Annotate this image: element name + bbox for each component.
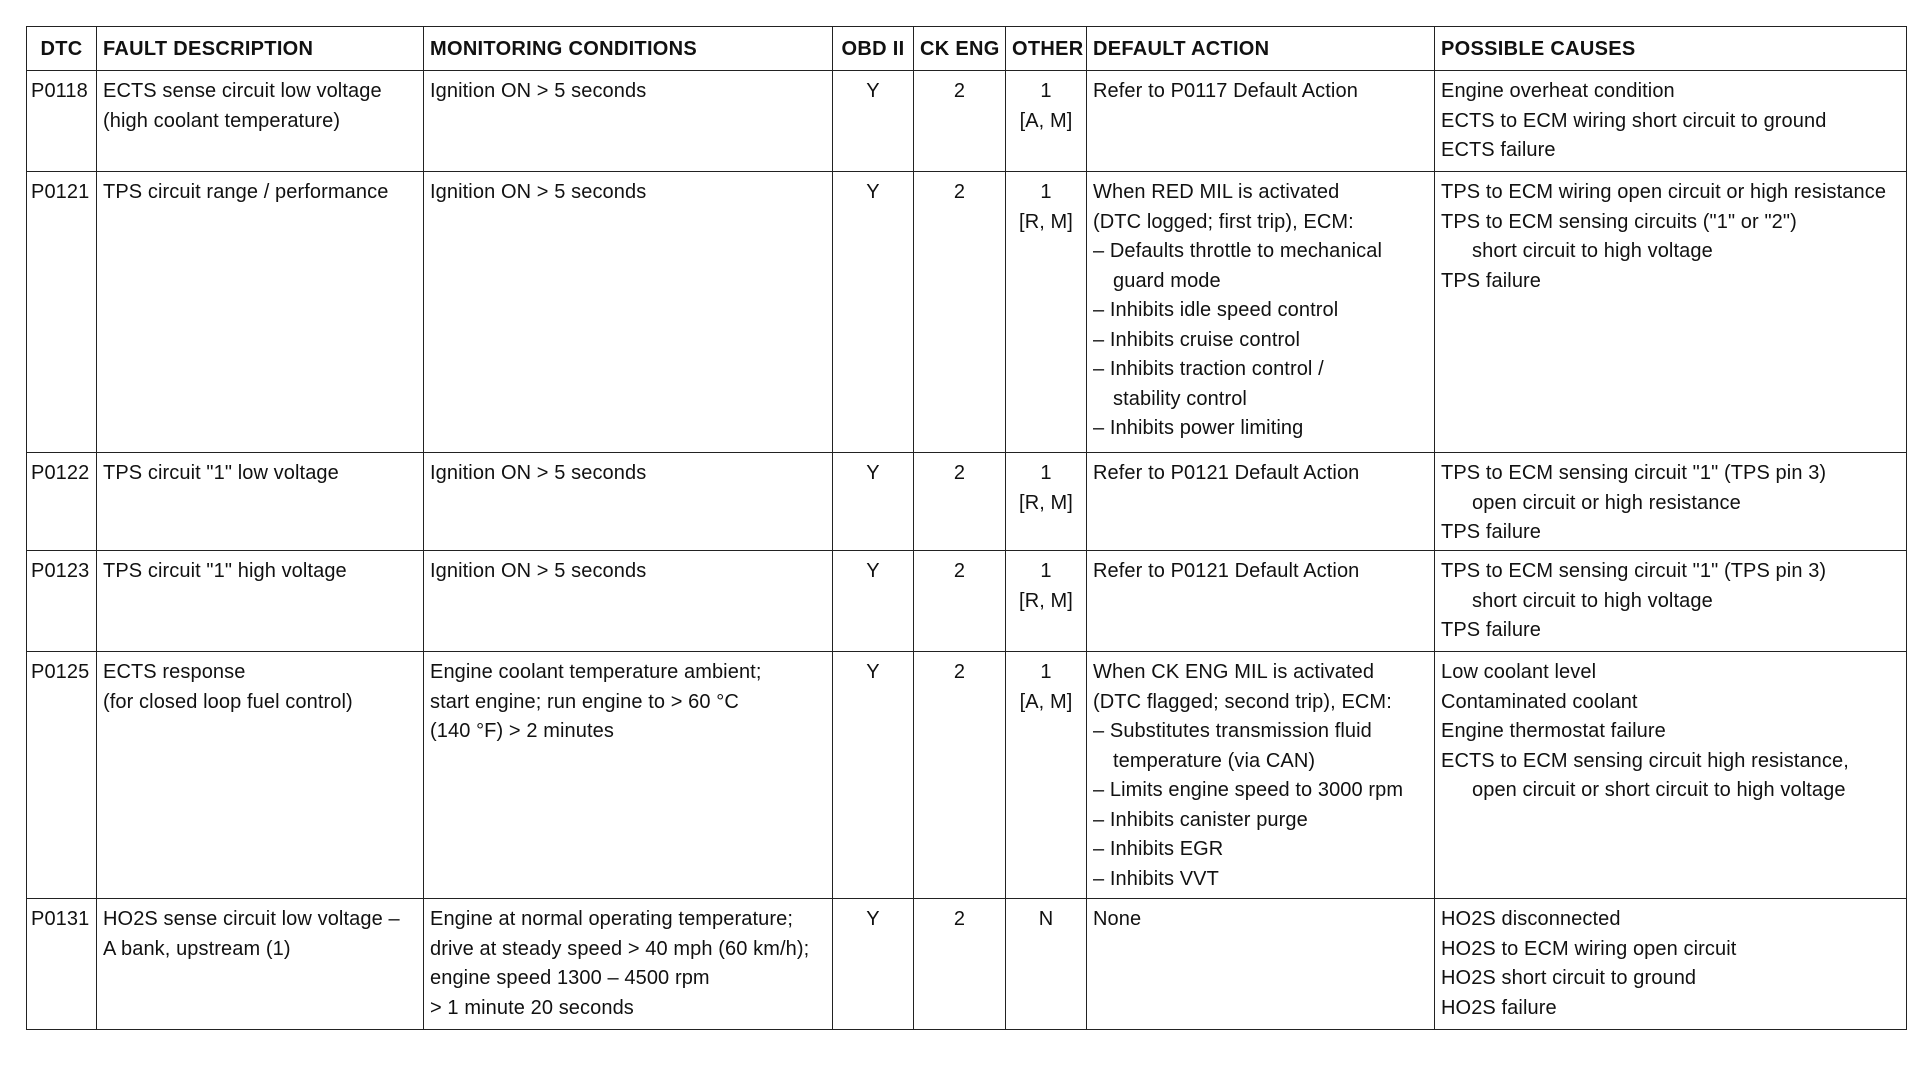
fault-description (97, 453, 424, 551)
possible-causes-line: short circuit to high voltage (1472, 589, 1713, 612)
default-action-line: None (1093, 908, 1142, 930)
header-monitoring-conditions: MONITORING CONDITIONS (424, 27, 833, 71)
obd-ii-value: Y (833, 453, 914, 551)
other-value (1006, 551, 1087, 652)
default-action-line: (DTC flagged; second trip), ECM: (1093, 690, 1392, 713)
other-value-line: [R, M] (1019, 589, 1073, 612)
table-row (27, 453, 1907, 551)
monitoring-conditions-line: Engine coolant temperature ambient; (430, 661, 762, 683)
possible-causes-line: HO2S disconnected (1441, 908, 1621, 930)
fault-description-line: TPS circuit "1" high voltage (103, 560, 347, 582)
other-value-line: [R, M] (1019, 491, 1073, 514)
monitoring-conditions-line: > 1 minute 20 seconds (430, 996, 634, 1019)
table-row (27, 899, 1907, 1030)
obd-ii-value: Y (833, 551, 914, 652)
fault-description (97, 652, 424, 899)
dtc-code: P0118 (27, 71, 97, 172)
possible-causes (1435, 551, 1907, 652)
table-body (27, 71, 1907, 1030)
possible-causes-line: HO2S failure (1441, 996, 1557, 1019)
obd-ii-value: Y (833, 652, 914, 899)
header-possible-causes: POSSIBLE CAUSES (1435, 27, 1907, 71)
header-ck-eng: CK ENG (914, 27, 1006, 71)
other-value (1006, 652, 1087, 899)
monitoring-conditions (424, 551, 833, 652)
default-action-line: – Inhibits power limiting (1093, 417, 1304, 439)
possible-causes-line: HO2S to ECM wiring open circuit (1441, 937, 1737, 960)
header-obd-ii: OBD II (833, 27, 914, 71)
dtc-code: P0121 (27, 172, 97, 453)
possible-causes (1435, 172, 1907, 453)
possible-causes-line: ECTS to ECM sensing circuit high resistance, (1441, 749, 1849, 772)
other-value-line: [A, M] (1019, 690, 1073, 713)
default-action (1087, 551, 1435, 652)
obd-ii-value: Y (833, 899, 914, 1030)
dtc-code: P0123 (27, 551, 97, 652)
monitoring-conditions-line: Ignition ON > 5 seconds (430, 560, 647, 582)
monitoring-conditions (424, 899, 833, 1030)
possible-causes-line: TPS to ECM sensing circuit "1" (TPS pin 3) (1441, 462, 1827, 484)
monitoring-conditions-line: drive at steady speed > 40 mph (60 km/h); (430, 937, 810, 960)
default-action (1087, 652, 1435, 899)
ck-eng-value: 2 (914, 453, 1006, 551)
other-value-line: 1 (1040, 80, 1052, 102)
possible-causes-line: Low coolant level (1441, 661, 1597, 683)
possible-causes-line: TPS failure (1441, 269, 1542, 292)
default-action (1087, 172, 1435, 453)
default-action-line: guard mode (1113, 269, 1221, 292)
monitoring-conditions (424, 652, 833, 899)
other-value-line: 1 (1040, 560, 1052, 582)
fault-description (97, 71, 424, 172)
other-value-line: N (1038, 908, 1054, 930)
possible-causes-line: Engine thermostat failure (1441, 720, 1666, 742)
default-action-line: When RED MIL is activated (1093, 181, 1340, 203)
fault-description-line: ECTS response (103, 661, 246, 683)
default-action-line: – Inhibits canister purge (1093, 808, 1308, 831)
default-action-line: Refer to P0121 Default Action (1093, 462, 1360, 484)
fault-description-line: (high coolant temperature) (103, 109, 341, 132)
default-action (1087, 899, 1435, 1030)
dtc-code: P0131 (27, 899, 97, 1030)
fault-description (97, 899, 424, 1030)
default-action-line: – Inhibits traction control / (1093, 358, 1324, 380)
default-action-line: stability control (1113, 387, 1247, 410)
fault-description (97, 551, 424, 652)
possible-causes-line: ECTS to ECM wiring short circuit to ground (1441, 109, 1827, 132)
default-action-line: Refer to P0121 Default Action (1093, 560, 1360, 582)
possible-causes-line: HO2S short circuit to ground (1441, 967, 1697, 989)
monitoring-conditions-line: engine speed 1300 – 4500 rpm (430, 967, 710, 989)
header-default-action: DEFAULT ACTION (1087, 27, 1435, 71)
fault-description-line: A bank, upstream (1) (103, 937, 291, 960)
monitoring-conditions-line: Engine at normal operating temperature; (430, 908, 794, 930)
fault-description-line: TPS circuit "1" low voltage (103, 462, 339, 484)
obd-ii-value: Y (833, 71, 914, 172)
fault-description-line: ECTS sense circuit low voltage (103, 80, 382, 102)
default-action (1087, 453, 1435, 551)
default-action-line: – Limits engine speed to 3000 rpm (1093, 779, 1404, 801)
header-row (27, 27, 1907, 71)
monitoring-conditions (424, 172, 833, 453)
possible-causes (1435, 652, 1907, 899)
other-value (1006, 453, 1087, 551)
possible-causes-line: TPS to ECM sensing circuits ("1" or "2") (1441, 210, 1797, 233)
table-row (27, 551, 1907, 652)
monitoring-conditions-line: start engine; run engine to > 60 °C (430, 690, 739, 713)
other-value (1006, 899, 1087, 1030)
monitoring-conditions-line: (140 °F) > 2 minutes (430, 720, 614, 742)
table-row (27, 652, 1907, 899)
default-action-line: – Inhibits VVT (1093, 867, 1219, 890)
possible-causes-line: TPS failure (1441, 521, 1542, 543)
possible-causes-line: TPS to ECM sensing circuit "1" (TPS pin 3) (1441, 560, 1827, 582)
ck-eng-value: 2 (914, 652, 1006, 899)
dtc-code: P0125 (27, 652, 97, 899)
monitoring-conditions-line: Ignition ON > 5 seconds (430, 462, 647, 484)
default-action-line: temperature (via CAN) (1113, 749, 1316, 772)
default-action-line: – Defaults throttle to mechanical (1093, 240, 1383, 262)
default-action-line: – Substitutes transmission fluid (1093, 720, 1372, 742)
fault-description (97, 172, 424, 453)
other-value-line: 1 (1040, 181, 1052, 203)
fault-description-line: (for closed loop fuel control) (103, 690, 353, 713)
dtc-table (26, 26, 1907, 1030)
ck-eng-value: 2 (914, 551, 1006, 652)
other-value (1006, 71, 1087, 172)
possible-causes-line: Contaminated coolant (1441, 690, 1638, 713)
possible-causes (1435, 899, 1907, 1030)
possible-causes-line: ECTS failure (1441, 139, 1556, 161)
other-value-line: 1 (1040, 462, 1052, 484)
default-action-line: – Inhibits EGR (1093, 838, 1224, 860)
other-value-line: [A, M] (1019, 109, 1073, 132)
dtc-code: P0122 (27, 453, 97, 551)
other-value (1006, 172, 1087, 453)
ck-eng-value: 2 (914, 71, 1006, 172)
ck-eng-value: 2 (914, 899, 1006, 1030)
fault-description-line: HO2S sense circuit low voltage – (103, 908, 400, 930)
table-row (27, 71, 1907, 172)
table-row (27, 172, 1907, 453)
default-action-line: – Inhibits idle speed control (1093, 299, 1339, 321)
monitoring-conditions-line: Ignition ON > 5 seconds (430, 181, 647, 203)
other-value-line: 1 (1040, 661, 1052, 683)
header-other: OTHER (1006, 27, 1087, 71)
default-action-line: (DTC logged; first trip), ECM: (1093, 210, 1354, 233)
header-fault-description: FAULT DESCRIPTION (97, 27, 424, 71)
possible-causes (1435, 71, 1907, 172)
ck-eng-value: 2 (914, 172, 1006, 453)
default-action-line: – Inhibits cruise control (1093, 328, 1301, 351)
possible-causes-line: TPS failure (1441, 619, 1542, 641)
possible-causes (1435, 453, 1907, 551)
possible-causes-line: Engine overheat condition (1441, 80, 1675, 102)
header-dtc: DTC (27, 27, 97, 71)
possible-causes-line: open circuit or high resistance (1472, 491, 1741, 514)
possible-causes-line: open circuit or short circuit to high voltage (1472, 779, 1846, 801)
possible-causes-line: TPS to ECM wiring open circuit or high resistance (1441, 181, 1887, 203)
default-action-line: When CK ENG MIL is activated (1093, 661, 1375, 683)
possible-causes-line: short circuit to high voltage (1472, 240, 1713, 262)
default-action-line: Refer to P0117 Default Action (1093, 80, 1358, 102)
other-value-line: [R, M] (1019, 210, 1073, 233)
obd-ii-value: Y (833, 172, 914, 453)
monitoring-conditions-line: Ignition ON > 5 seconds (430, 80, 647, 102)
default-action (1087, 71, 1435, 172)
fault-description-line: TPS circuit range / performance (103, 181, 389, 203)
monitoring-conditions (424, 453, 833, 551)
monitoring-conditions (424, 71, 833, 172)
